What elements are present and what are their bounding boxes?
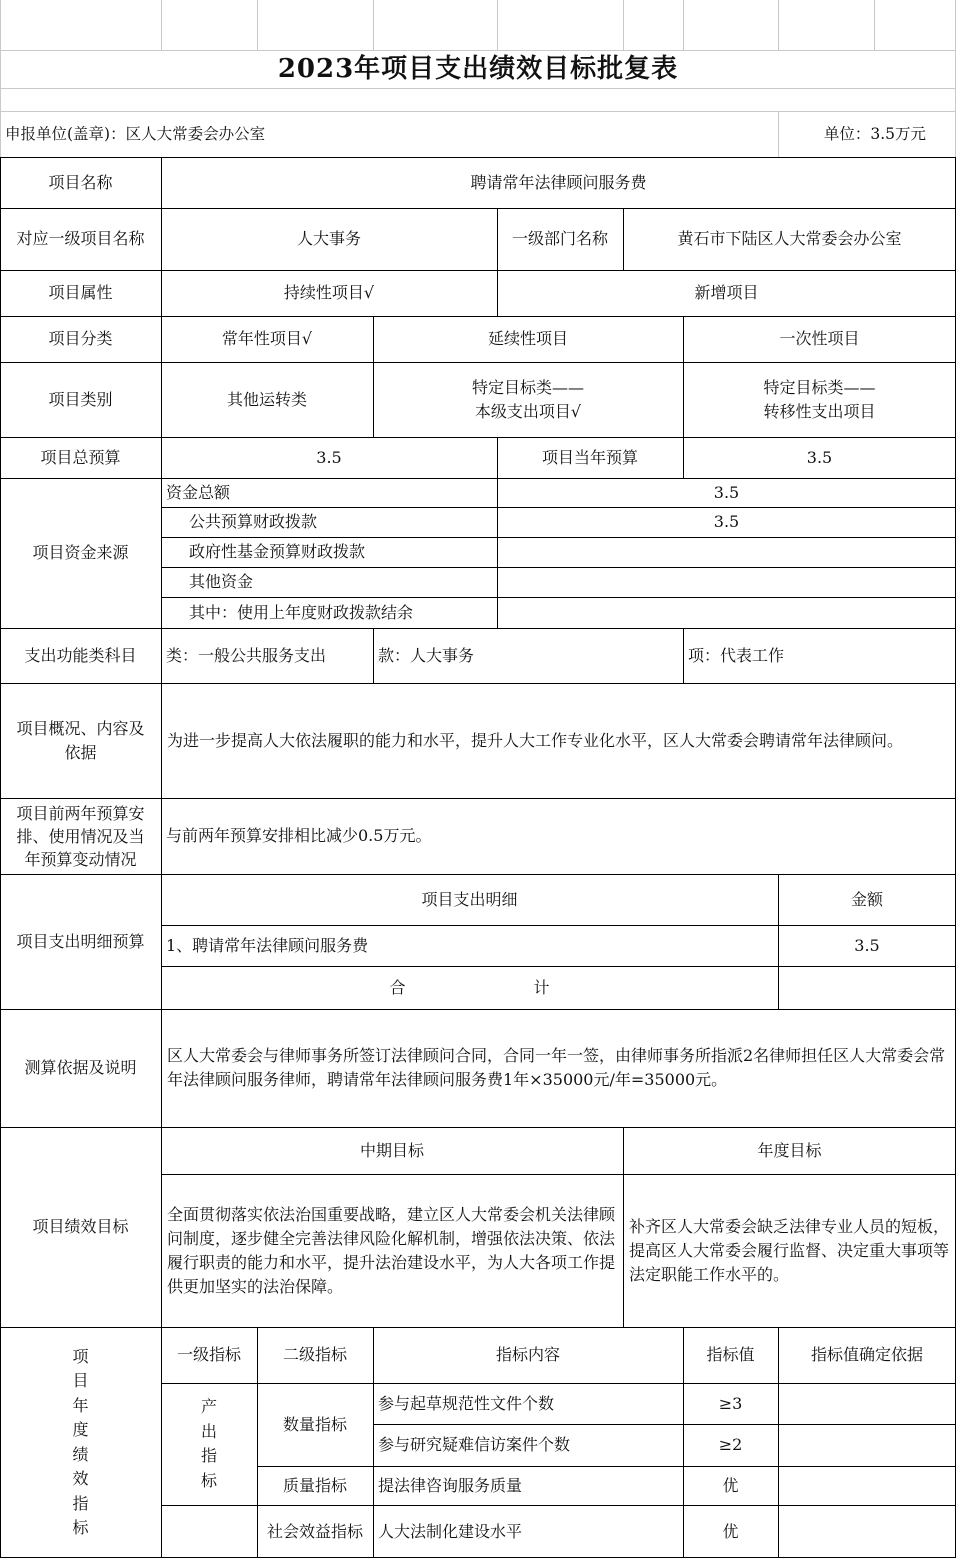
indicator-value: 优 — [722, 1475, 739, 1495]
detail-row-amount: 3.5 — [854, 935, 880, 955]
funding-row-label: 资金总额 — [166, 482, 231, 502]
detail-total-label: 合 计 — [389, 977, 550, 997]
project-name-value: 聘请常年法律顾问服务费 — [470, 172, 647, 192]
indicator-value: ≥3 — [718, 1393, 743, 1413]
detail-row-item: 1、聘请常年法律顾问服务费 — [166, 935, 369, 955]
overview-text: 为进一步提高人大依法履职的能力和水平，提升人大工作专业化水平，区人大常委会聘请常年法律顾问。 — [167, 730, 904, 750]
funding-row-label: 其他资金 — [189, 572, 254, 591]
function-subject-label: 支出功能类科目 — [24, 645, 137, 665]
level1-dept-value: 黄石市下陆区人大常委会办公室 — [677, 229, 902, 248]
indicator-basis — [778, 1383, 956, 1424]
detail-total-amount — [778, 966, 956, 1009]
funding-row-value — [497, 537, 956, 567]
project-attribute-label: 项目属性 — [48, 283, 113, 302]
attribute-new: 新增项目 — [694, 283, 759, 302]
type-other: 其他运转类 — [226, 389, 307, 409]
basis-label: 测算依据及说明 — [24, 1058, 137, 1077]
history-label: 项目前两年预算安 排、使用情况及当 年预算变动情况 — [16, 803, 145, 869]
level1-project-label: 对应一级项目名称 — [16, 229, 145, 248]
goals-annual-label: 年度目标 — [757, 1140, 822, 1160]
funding-row-value: 3.5 — [713, 482, 740, 502]
indicator-value: ≥2 — [718, 1435, 743, 1454]
annual-budget-label: 项目当年预算 — [541, 447, 638, 467]
goals-mid-label: 中期目标 — [359, 1140, 424, 1160]
project-name-label: 项目名称 — [48, 172, 113, 192]
indicator-basis — [778, 1466, 956, 1505]
indicators-col-content: 指标内容 — [495, 1345, 560, 1364]
category-onetime: 一次性项目 — [779, 329, 860, 348]
indicators-col-level2: 二级指标 — [282, 1345, 347, 1364]
detail-col-amount: 金额 — [850, 889, 883, 909]
level1-project-value: 人大事务 — [296, 229, 361, 248]
total-budget-value: 3.5 — [316, 447, 342, 467]
page-title: 2023年项目支出绩效目标批复表 — [277, 54, 679, 84]
category-extended: 延续性项目 — [487, 329, 568, 348]
funding-row-label: 其中：使用上年度财政拨款结余 — [189, 602, 414, 622]
quality-indicator-label: 质量指标 — [282, 1475, 347, 1495]
function-subject-item: 项：代表工作 — [688, 645, 785, 665]
indicator-content: 提法律咨询服务质量 — [378, 1475, 523, 1495]
amount-unit: 单位：3.5万元 — [823, 125, 926, 143]
indicator-content: 人大法制化建设水平 — [378, 1521, 523, 1541]
quantity-indicator-label: 数量指标 — [282, 1414, 347, 1434]
funding-row-value — [497, 597, 956, 628]
funding-label: 项目资金来源 — [32, 543, 129, 562]
indicators-label: 项 目 年 度 绩 效 指 标 — [72, 1346, 89, 1537]
history-text: 与前两年预算安排相比减少0.5万元。 — [166, 826, 432, 845]
funding-row-value: 3.5 — [713, 512, 740, 531]
type-specific-level: 特定目标类—— 本级支出项目√ — [471, 377, 584, 421]
project-category-label: 项目分类 — [48, 329, 113, 348]
indicator-content: 参与起草规范性文件个数 — [378, 1393, 555, 1413]
project-type-label: 项目类别 — [48, 389, 113, 409]
total-budget-label: 项目总预算 — [40, 447, 121, 467]
function-subject-class: 类：一般公共服务支出 — [166, 645, 327, 665]
indicator-content: 参与研究疑难信访案件个数 — [378, 1435, 571, 1454]
indicator-basis — [778, 1424, 956, 1466]
level1-dept-label: 一级部门名称 — [511, 229, 608, 248]
funding-row-value — [497, 567, 956, 597]
detail-col-item: 项目支出明细 — [421, 889, 518, 909]
function-subject-section: 款：人大事务 — [378, 645, 475, 665]
goals-annual-text: 补齐区人大常委会缺乏法律专业人员的短板，提高区人大常委会履行监督、决定重大事项等法定职能工作水平的。 — [629, 1216, 950, 1284]
funding-row-label: 公共预算财政拨款 — [189, 512, 318, 531]
indicator-value: 优 — [722, 1521, 739, 1541]
reporting-unit: 申报单位(盖章)：区人大常委会办公室 — [5, 125, 266, 143]
type-specific-transfer: 特定目标类—— 转移性支出项目 — [763, 377, 876, 421]
goals-mid-text: 全面贯彻落实依法治国重要战略，建立区人大常委会机关法律顾问制度，逐步健全完善法律风险化解机制，增强依法决策、依法履行职责的能力和水平，提升法治建设水平，为人大各项工作提供更加坚实的法治保障。 — [167, 1204, 616, 1296]
funding-row-label: 政府性基金预算财政拨款 — [189, 542, 366, 561]
detail-label: 项目支出明细预算 — [16, 931, 145, 951]
basis-text: 区人大常委会与律师事务所签订法律顾问合同，合同一年一签，由律师事务所指派2名律师担任区人大常委会常年法律顾问服务律师，聘请常年法律顾问服务费1年×35000元/年=35000元。 — [167, 1046, 946, 1089]
indicator-basis — [778, 1505, 956, 1558]
category-regular: 常年性项目√ — [221, 329, 313, 348]
social-indicator-label: 社会效益指标 — [266, 1521, 363, 1541]
output-indicator-label: 产 出 指 标 — [200, 1397, 217, 1490]
overview-label: 项目概况、内容及 依据 — [16, 718, 145, 762]
indicators-col-level1: 一级指标 — [176, 1345, 241, 1364]
indicators-col-value: 指标值 — [706, 1345, 755, 1364]
attribute-continuous: 持续性项目√ — [283, 283, 375, 302]
annual-budget-value: 3.5 — [806, 447, 833, 467]
goals-label: 项目绩效目标 — [32, 1217, 129, 1236]
indicators-col-basis: 指标值确定依据 — [810, 1345, 923, 1364]
